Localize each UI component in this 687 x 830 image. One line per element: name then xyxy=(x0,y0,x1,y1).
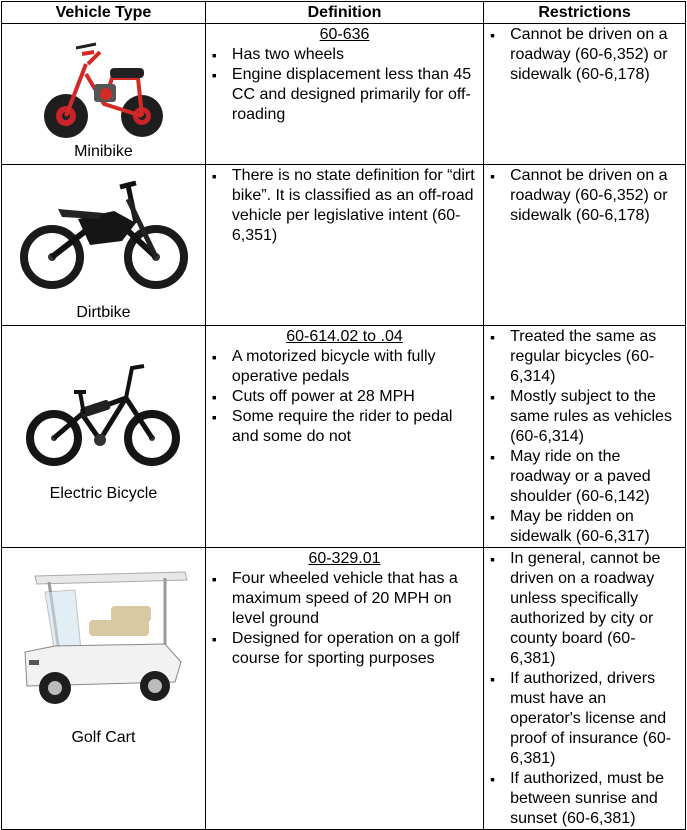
list-item: ▪ Cannot be driven on a roadway (60-6,352) or sidewalk (60-6,178) xyxy=(490,25,679,85)
electric-bicycle-icon xyxy=(24,358,182,470)
list-item: ▪ Some require the rider to pedal and some do not xyxy=(212,407,477,447)
list-item: ▪ Mostly subject to the same rules as vehicles (60-6,314) xyxy=(490,387,679,447)
statute-code: 60-614.02 to .04 xyxy=(286,328,403,345)
definition-cell xyxy=(205,165,483,326)
statute-code: 60-636 xyxy=(319,26,370,43)
list-item: ▪ Four wheeled vehicle that has a maximum speed of 20 MPH on level ground xyxy=(212,569,477,629)
list-item: ▪ May be ridden on sidewalk (60-6,317) xyxy=(490,507,679,547)
header-definition: Definition xyxy=(205,2,483,24)
header-restrictions: Restrictions xyxy=(484,2,686,24)
list-item: ▪ Cuts off power at 28 MPH xyxy=(212,387,477,407)
statute-code: 60-329.01 xyxy=(308,550,381,567)
header-vehicle-type: Vehicle Type xyxy=(2,2,206,24)
restrictions-cell xyxy=(484,165,686,326)
vehicle-label: Electric Bicycle xyxy=(49,485,158,502)
minibike-icon xyxy=(38,34,168,142)
vehicle-label: Minibike xyxy=(74,143,133,160)
list-item: ▪ May ride on the roadway or a paved shoulder (60-6,142) xyxy=(490,447,679,507)
list-item: ▪ Designed for operation on a golf course for sporting purposes xyxy=(212,629,477,669)
definition-cell xyxy=(205,548,483,830)
list-item: ▪ Cannot be driven on a roadway (60-6,352) or sidewalk (60-6,178) xyxy=(490,166,679,226)
list-item: ▪ In general, cannot be driven on a roadway unless specifically authorized by city or county board (60-6,381) xyxy=(490,549,679,669)
restrictions-cell xyxy=(484,326,686,548)
list-item: ▪ A motorized bicycle with fully operative pedals xyxy=(212,347,477,387)
golf-cart-icon xyxy=(15,566,191,714)
table-row xyxy=(2,548,686,830)
dirtbike-icon xyxy=(18,179,188,291)
table-row xyxy=(2,165,686,326)
restrictions-cell xyxy=(484,548,686,830)
list-item: ▪ Has two wheels xyxy=(212,45,477,65)
list-item: ▪ If authorized, must be between sunrise and sunset (60-6,381) xyxy=(490,769,679,829)
definition-cell xyxy=(205,24,483,165)
vehicle-label: Dirtbike xyxy=(76,304,131,321)
list-item: ▪ Engine displacement less than 45 CC and designed primarily for off-roading xyxy=(212,65,477,125)
restrictions-cell xyxy=(484,24,686,165)
vehicle-cell xyxy=(2,326,206,548)
vehicle-cell xyxy=(2,165,206,326)
vehicle-cell xyxy=(2,548,206,830)
list-item: ▪ Treated the same as regular bicycles (60-6,314) xyxy=(490,327,679,387)
vehicle-cell xyxy=(2,24,206,165)
vehicle-table xyxy=(1,1,686,830)
table-row xyxy=(2,326,686,548)
list-item: ▪ There is no state definition for “dirt bike”. It is classified as an off-road vehicle per legislative intent (60-6,351) xyxy=(212,166,477,246)
definition-cell xyxy=(205,326,483,548)
header-row xyxy=(2,2,686,24)
vehicle-label: Golf Cart xyxy=(71,729,136,746)
table-row xyxy=(2,24,686,165)
list-item: ▪ If authorized, drivers must have an operator's license and proof of insurance (60-6,381) xyxy=(490,669,679,769)
